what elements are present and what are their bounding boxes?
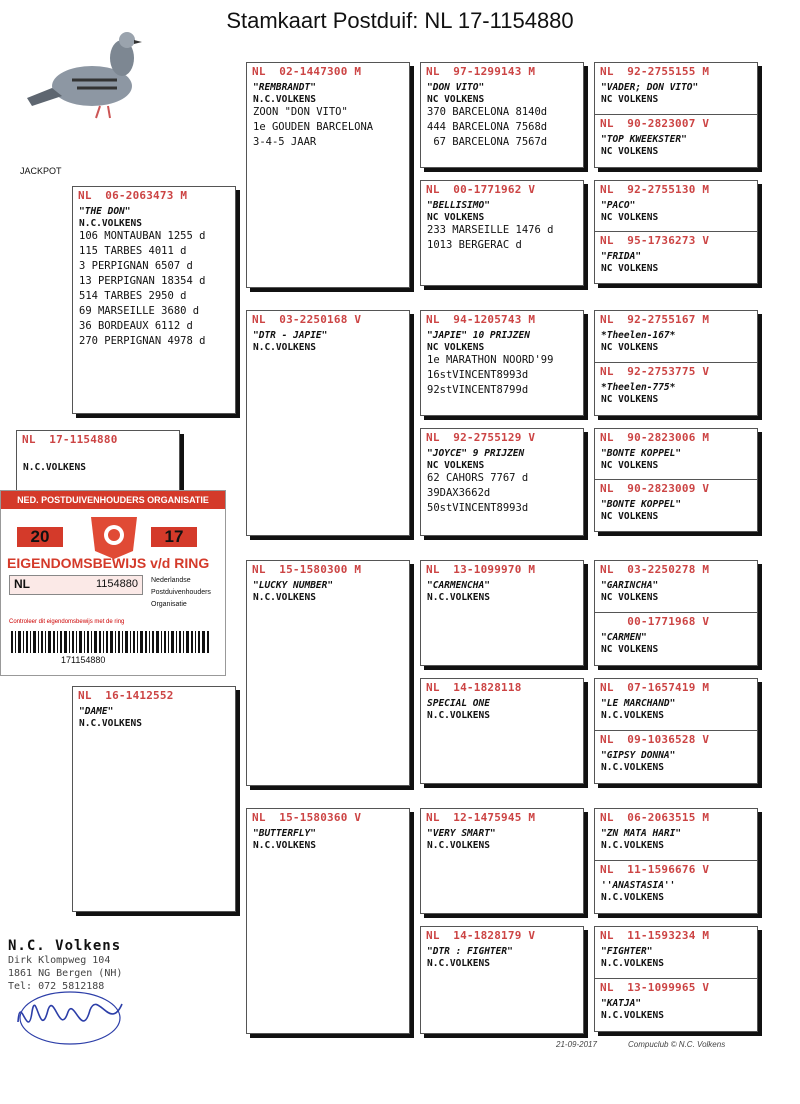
gen2-name: "DTR - JAPIE" (253, 330, 328, 341)
gen3-owner: N.C.VOLKENS (427, 958, 490, 969)
gen4-ring: NL 09-1036528 V (600, 733, 710, 746)
pigeon-image (22, 18, 152, 128)
gen4-ring: 00-1771968 V (600, 615, 710, 628)
gen3-ring: NL 00-1771962 V (426, 183, 536, 196)
gen4-pair (594, 678, 758, 784)
gen4-owner: NC VOLKENS (601, 644, 659, 655)
gen2-ring: NL 03-2250168 V (252, 313, 362, 326)
gen4-entry (595, 809, 757, 861)
dam-owner: N.C.VOLKENS (79, 718, 142, 729)
gen4-name: "LE MARCHAND" (601, 698, 676, 709)
subject-owner: N.C.VOLKENS (23, 462, 86, 473)
gen4-ring: NL 90-2823007 V (600, 117, 710, 130)
gen3-line: 92stVINCENT8799d (427, 384, 529, 396)
gen2-line: 3-4-5 JAAR (253, 136, 317, 148)
gen4-owner: N.C.VOLKENS (601, 840, 664, 851)
gen4-owner: N.C.VOLKENS (601, 958, 664, 969)
gen4-entry (595, 480, 757, 531)
gen2-owner: N.C.VOLKENS (253, 94, 316, 105)
gen3-name: "JOYCE" 9 PRIJZEN (427, 448, 525, 459)
gen4-ring: NL 90-2823006 M (600, 431, 710, 444)
gen4-ring: NL 92-2755167 M (600, 313, 710, 326)
gen4-name: "BONTE KOPPEL" (601, 499, 682, 510)
gen4-pair (594, 428, 758, 532)
footer-credit: Compuclub © N.C. Volkens (628, 1040, 726, 1049)
sire-name: "THE DON" (79, 206, 131, 217)
gen4-entry (595, 561, 757, 613)
card-npo-line: Organisatie (151, 601, 187, 608)
gen4-owner: NC VOLKENS (601, 511, 659, 522)
gen4-name: *Theelen-775* (601, 382, 676, 393)
gen4-owner: NC VOLKENS (601, 592, 659, 603)
gen3-ring: NL 14-1828118 (426, 681, 522, 694)
gen2-owner: N.C.VOLKENS (253, 840, 316, 851)
gen2-ring: NL 15-1580360 V (252, 811, 362, 824)
gen4-name: "CARMEN" (601, 632, 647, 643)
barcode-icon (11, 631, 211, 653)
gen4-entry (595, 363, 757, 415)
gen4-ring: NL 92-2755155 M (600, 65, 710, 78)
gen4-pair (594, 310, 758, 416)
gen2-owner: N.C.VOLKENS (253, 342, 316, 353)
gen4-owner: NC VOLKENS (601, 263, 659, 274)
gen4-pair (594, 560, 758, 666)
card-npo-line: Postduivenhouders (151, 589, 211, 596)
gen3-box (420, 180, 584, 286)
sire-line: 115 TARBES 4011 d (79, 245, 187, 257)
gen4-entry (595, 311, 757, 363)
gen4-entry (595, 429, 757, 480)
gen4-name: "GIPSY DONNA" (601, 750, 676, 761)
gen3-ring: NL 14-1828179 V (426, 929, 536, 942)
gen4-owner: NC VOLKENS (601, 212, 659, 223)
gen2-name: "REMBRANDT" (253, 82, 316, 93)
card-ring-field (9, 575, 143, 595)
breeder-address-line: Dirk Klompweg 104 (8, 955, 111, 966)
gen4-entry (595, 232, 757, 283)
lion-crest-icon (71, 511, 157, 561)
sire-line: 36 BORDEAUX 6112 d (79, 320, 193, 332)
gen4-ring: NL 11-1593234 M (600, 929, 710, 942)
gen4-entry (595, 927, 757, 979)
gen2-box (246, 560, 410, 786)
gen3-line: 444 BARCELONA 7568d (427, 121, 548, 133)
gen3-ring: NL 13-1099970 M (426, 563, 536, 576)
card-control-text: Controleer dit eigendomsbewijs met de ring (9, 619, 125, 625)
gen4-ring: NL 03-2250278 M (600, 563, 710, 576)
card-year-left: 20 (17, 527, 63, 547)
sire-ring: NL 06-2063473 M (78, 189, 188, 202)
gen4-ring: NL 06-2063515 M (600, 811, 710, 824)
card-barcode-number: 171154880 (61, 655, 106, 665)
gen3-line: 62 CAHORS 7767 d (427, 472, 529, 484)
dam-name: "DAME" (79, 706, 114, 717)
gen4-name: "FRIDA" (601, 251, 642, 262)
gen4-entry (595, 613, 757, 665)
ownership-card (0, 490, 226, 676)
jackpot-label: JACKPOT (20, 166, 62, 176)
sire-line: 13 PERPIGNAN 18354 d (79, 275, 206, 287)
gen4-owner: NC VOLKENS (601, 394, 659, 405)
sire-line: 514 TARBES 2950 d (79, 290, 187, 302)
gen3-owner: NC VOLKENS (427, 460, 485, 471)
gen4-pair (594, 180, 758, 284)
card-nl: NL (14, 577, 30, 591)
gen3-owner: N.C.VOLKENS (427, 592, 490, 603)
gen4-ring: NL 92-2755130 M (600, 183, 710, 196)
gen3-name: SPECIAL ONE (427, 698, 490, 709)
gen3-name: "DTR : FIGHTER" (427, 946, 513, 957)
gen4-name: "GARINCHA" (601, 580, 659, 591)
gen4-entry (595, 181, 757, 232)
gen4-pair (594, 926, 758, 1032)
dam-ring: NL 16-1412552 (78, 689, 174, 702)
gen3-name: "VERY SMART" (427, 828, 496, 839)
gen3-ring: NL 94-1205743 M (426, 313, 536, 326)
gen3-name: "DON VITO" (427, 82, 485, 93)
gen3-name: "JAPIE" 10 PRIJZEN (427, 330, 530, 341)
gen4-name: "FIGHTER" (601, 946, 653, 957)
gen2-name: "BUTTERFLY" (253, 828, 316, 839)
gen4-owner: NC VOLKENS (601, 146, 659, 157)
gen2-ring: NL 15-1580300 M (252, 563, 362, 576)
gen3-line: 1e MARATHON NOORD'99 (427, 354, 554, 366)
gen3-box (420, 310, 584, 416)
gen3-owner: NC VOLKENS (427, 212, 485, 223)
sire-line: 106 MONTAUBAN 1255 d (79, 230, 206, 242)
gen2-box (246, 62, 410, 288)
sire-line: 69 MARSEILLE 3680 d (79, 305, 200, 317)
gen3-box (420, 678, 584, 784)
card-npo-line: Nederlandse (151, 577, 191, 584)
gen2-owner: N.C.VOLKENS (253, 592, 316, 603)
gen3-ring: NL 97-1299143 M (426, 65, 536, 78)
gen4-pair (594, 808, 758, 914)
breeder-address-line: Tel: 072 5812188 (8, 981, 105, 992)
gen4-pair (594, 62, 758, 168)
gen3-line: 50stVINCENT8993d (427, 502, 529, 514)
gen4-entry (595, 861, 757, 913)
gen3-box (420, 560, 584, 666)
gen4-entry (595, 115, 757, 167)
gen4-entry (595, 679, 757, 731)
gen3-box (420, 428, 584, 536)
gen4-ring: NL 95-1736273 V (600, 234, 710, 247)
signature-icon (10, 982, 140, 1052)
gen4-owner: NC VOLKENS (601, 460, 659, 471)
gen3-box (420, 62, 584, 168)
gen4-name: "ZN MATA HARI" (601, 828, 682, 839)
gen3-line: 370 BARCELONA 8140d (427, 106, 548, 118)
gen3-owner: NC VOLKENS (427, 342, 485, 353)
subject-ring: NL 17-1154880 (22, 433, 118, 446)
gen4-owner: N.C.VOLKENS (601, 1010, 664, 1021)
gen2-line: ZOON "DON VITO" (253, 106, 348, 118)
card-number: 1154880 (95, 578, 138, 590)
gen4-name: *Theelen-167* (601, 330, 676, 341)
gen4-owner: N.C.VOLKENS (601, 892, 664, 903)
sire-box (72, 186, 236, 414)
sire-line: 270 PERPIGNAN 4978 d (79, 335, 206, 347)
gen3-line: 233 MARSEILLE 1476 d (427, 224, 554, 236)
gen3-box (420, 926, 584, 1034)
gen4-ring: NL 07-1657419 M (600, 681, 710, 694)
breeder-name: N.C. Volkens (8, 938, 122, 954)
gen3-name: "CARMENCHA" (427, 580, 490, 591)
gen4-owner: NC VOLKENS (601, 342, 659, 353)
gen4-ring: NL 13-1099965 V (600, 981, 710, 994)
gen4-name: "KATJA" (601, 998, 642, 1009)
gen4-name: "TOP KWEEKSTER" (601, 134, 687, 145)
gen4-name: ''ANASTASIA'' (601, 880, 676, 891)
card-npo (151, 575, 211, 611)
gen2-name: "LUCKY NUMBER" (253, 580, 334, 591)
gen3-line: 1013 BERGERAC d (427, 239, 522, 251)
gen4-ring: NL 11-1596676 V (600, 863, 710, 876)
sire-owner: N.C.VOLKENS (79, 218, 142, 229)
breeder-address-line: 1861 NG Bergen (NH) (8, 968, 123, 979)
gen4-entry (595, 979, 757, 1031)
footer-date: 21-09-2017 (556, 1040, 597, 1049)
gen2-box (246, 310, 410, 536)
dam-box (72, 686, 236, 912)
card-heading: EIGENDOMSBEWIJS v/d RING (7, 555, 210, 571)
page-title: Stamkaart Postduif: NL 17-1154880 (226, 8, 574, 33)
gen3-ring: NL 12-1475945 M (426, 811, 536, 824)
gen3-line: 39DAX3662d (427, 487, 491, 499)
card-org: NED. POSTDUIVENHOUDERS ORGANISATIE (1, 491, 225, 509)
gen4-entry (595, 63, 757, 115)
gen4-owner: N.C.VOLKENS (601, 710, 664, 721)
gen4-owner: N.C.VOLKENS (601, 762, 664, 773)
gen3-line: 67 BARCELONA 7567d (427, 136, 548, 148)
gen2-ring: NL 02-1447300 M (252, 65, 362, 78)
gen4-owner: NC VOLKENS (601, 94, 659, 105)
gen4-ring: NL 92-2753775 V (600, 365, 710, 378)
gen3-ring: NL 92-2755129 V (426, 431, 536, 444)
gen2-line: 1e GOUDEN BARCELONA (253, 121, 374, 133)
gen4-name: "VADER; DON VITO" (601, 82, 699, 93)
gen2-box (246, 808, 410, 1034)
gen4-name: "PACO" (601, 200, 636, 211)
gen4-ring: NL 90-2823009 V (600, 482, 710, 495)
gen3-owner: N.C.VOLKENS (427, 840, 490, 851)
gen3-box (420, 808, 584, 914)
sire-line: 3 PERPIGNAN 6507 d (79, 260, 193, 272)
gen3-name: "BELLISIMO" (427, 200, 490, 211)
card-year-right: 17 (151, 527, 197, 547)
gen3-owner: NC VOLKENS (427, 94, 485, 105)
gen4-entry (595, 731, 757, 783)
gen4-name: "BONTE KOPPEL" (601, 448, 682, 459)
gen3-line: 16stVINCENT8993d (427, 369, 529, 381)
gen3-owner: N.C.VOLKENS (427, 710, 490, 721)
